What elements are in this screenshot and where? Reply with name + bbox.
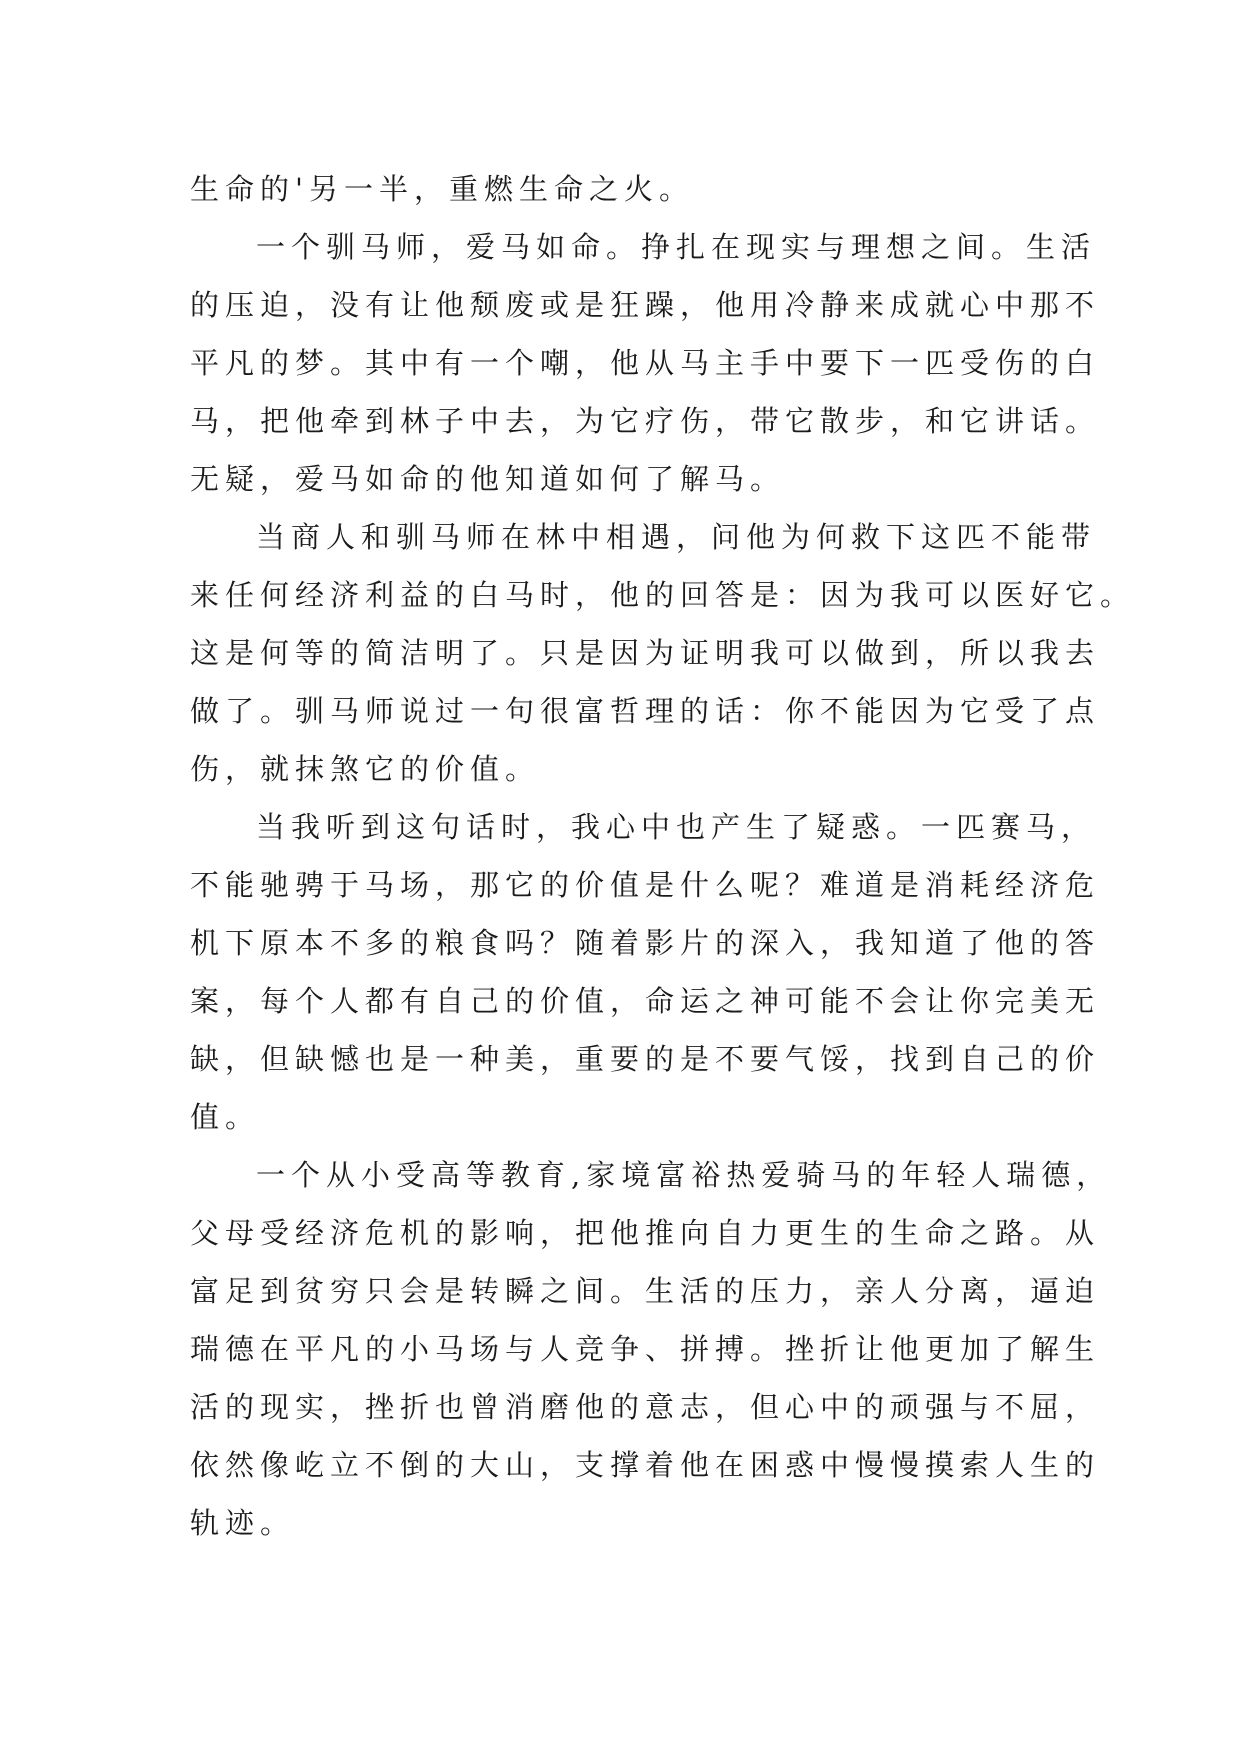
text-line: 当我听到这句话时，我心中也产生了疑惑。一匹赛马， [256,810,1097,844]
text-line: 一个从小受高等教育,家境富裕热爱骑马的年轻人瑞德， [256,1158,1112,1192]
text-line: 案，每个人都有自己的价值，命运之神可能不会让你完美无 [190,984,1101,1018]
text-line: 马，把他牵到林子中去，为它疗伤，带它散步，和它讲话。 [190,404,1101,438]
text-line: 瑞德在平凡的小马场与人竞争、拼搏。挫折让他更加了解生 [190,1332,1101,1366]
text-line: 这是何等的简洁明了。只是因为证明我可以做到，所以我去 [190,636,1101,670]
text-line: 平凡的梦。其中有一个嘲，他从马主手中要下一匹受伤的白 [190,346,1101,380]
body-text [190,160,1136,1552]
text-line: 依然像屹立不倒的大山，支撑着他在困惑中慢慢摸索人生的 [190,1448,1101,1482]
text-line: 缺，但缺憾也是一种美，重要的是不要气馁，找到自己的价 [190,1042,1101,1076]
text-line: 伤，就抹煞它的价值。 [190,752,541,786]
text-line: 父母受经济危机的影响，把他推向自力更生的生命之路。从 [190,1216,1101,1250]
text-line: 值。 [190,1100,261,1134]
text-line: 不能驰骋于马场，那它的价值是什么呢？难道是消耗经济危 [190,868,1101,902]
text-line: 无疑，爱马如命的他知道如何了解马。 [190,462,786,496]
text-line: 生命的'另一半，重燃生命之火。 [190,172,694,206]
text-line: 轨迹。 [190,1506,296,1540]
text-line: 当商人和驯马师在林中相遇，问他为何救下这匹不能带 [256,520,1097,554]
text-line: 做了。驯马师说过一句很富哲理的话：你不能因为它受了点 [190,694,1101,728]
text-line: 一个驯马师，爱马如命。挣扎在现实与理想之间。生活 [256,230,1097,264]
text-line: 机下原本不多的粮食吗？随着影片的深入，我知道了他的答 [190,926,1101,960]
text-line: 富足到贫穷只会是转瞬之间。生活的压力，亲人分离，逼迫 [190,1274,1101,1308]
text-line: 活的现实，挫折也曾消磨他的意志，但心中的顽强与不屈， [190,1390,1101,1424]
text-line: 来任何经济利益的白马时，他的回答是：因为我可以医好它。 [190,578,1136,612]
text-line: 的压迫，没有让他颓废或是狂躁，他用冷静来成就心中那不 [190,288,1101,322]
